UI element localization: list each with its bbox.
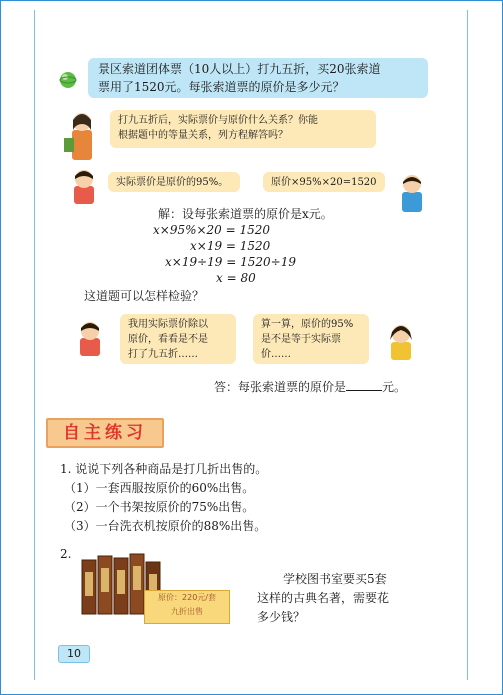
exercise-1-title: 1. 说说下列各种商品是打几折出售的。: [60, 462, 268, 476]
problem-box: [88, 58, 428, 98]
boy-right-bubble-text: 原价×95%×20=1520: [271, 177, 377, 188]
exercise-2-text-line-2: 这样的古典名著，需要花: [257, 591, 390, 605]
answer-line: [214, 379, 406, 395]
boy-right-bubble: [263, 172, 385, 192]
boy-right-illustration: [394, 172, 430, 214]
girl-check-line-1: 算一算，原价的95%: [261, 319, 354, 330]
exercise-2-text-line-3: 多少钱？: [257, 610, 306, 624]
boy-left-bubble: [108, 172, 240, 192]
boy-check-bubble: [120, 314, 236, 364]
exercise-1-item-1: （1）一套西服按原价的60%出售。: [64, 481, 255, 495]
solution-step-3: x×19÷19 = 1520÷19: [165, 255, 296, 269]
girl-check-illustration: [382, 320, 420, 362]
globe-icon: [58, 70, 78, 90]
solution-step-2: x×19 = 1520: [190, 239, 271, 253]
answer-blank: [346, 379, 382, 391]
girl-check-line-3: 价……: [261, 349, 291, 360]
answer-suffix: 元。: [382, 380, 407, 394]
boy-check-line-2: 原价，看看是不是: [128, 334, 208, 345]
solution-step-4: x = 80: [216, 271, 256, 285]
problem-line-2: 票用了1520元。每张索道票的原价是多少元？: [98, 80, 345, 94]
price-card-line-1: 原价：220元/套: [158, 593, 216, 602]
boy-check-illustration: [70, 318, 110, 358]
exercise-2-number: 2.: [60, 547, 72, 561]
boy-left-bubble-text: 实际票价是原价的95%。: [116, 177, 229, 188]
answer-prefix: 答：每张索道票的原价是: [214, 380, 347, 394]
girl-check-line-2: 是不是等于实际票: [261, 334, 341, 345]
exercise-1-item-3: （3）一台洗衣机按原价的88%出售。: [64, 519, 267, 533]
teacher-bubble-line-2: 根据题中的等量关系，列方程解答吗？: [118, 130, 288, 141]
section-heading: [46, 418, 164, 448]
boy-check-line-3: 打了九五折……: [128, 349, 198, 360]
teacher-bubble: [110, 110, 376, 148]
solution-intro: 解：设每张索道票的原价是x元。: [158, 207, 333, 221]
exercise-2-text-line-1: 学校图书室要买5套: [283, 572, 387, 586]
check-question: 这道题可以怎样检验？: [84, 289, 205, 303]
boy-check-line-1: 我用实际票价除以: [128, 319, 208, 330]
solution-step-1: x×95%×20 = 1520: [153, 223, 271, 237]
boy-left-illustration: [64, 166, 104, 206]
problem-line-1: 景区索道团体票（10人以上）打九五折，买20张索道: [98, 62, 381, 76]
page-number: 10: [58, 645, 90, 663]
price-card: [144, 590, 230, 624]
teacher-illustration: [60, 108, 104, 164]
section-title: 自主练习: [63, 423, 147, 443]
exercise-1-item-2: （2）一个书架按原价的75%出售。: [64, 500, 255, 514]
price-card-line-2: 九折出售: [171, 607, 203, 616]
girl-check-bubble: [253, 314, 369, 364]
teacher-bubble-line-1: 打九五折后，实际票价与原价什么关系？你能: [118, 115, 318, 126]
